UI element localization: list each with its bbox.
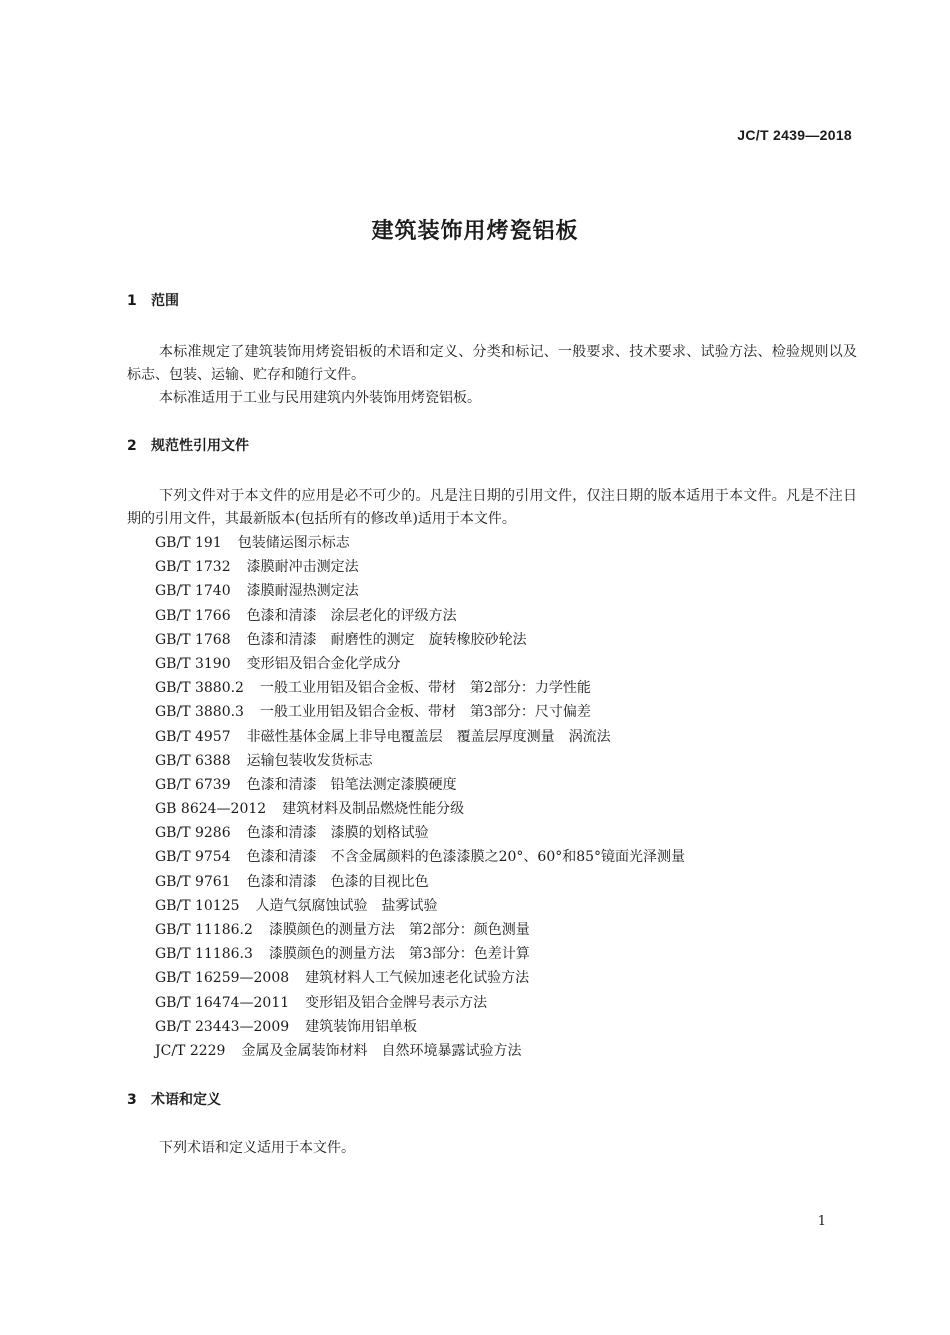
reference-item — [155, 942, 685, 966]
reference-code: GB/T 9761 — [155, 873, 231, 890]
reference-title: 包装储运图示标志 — [237, 535, 350, 551]
reference-item — [155, 991, 685, 1015]
section-title: 范围 — [151, 293, 179, 309]
reference-item — [155, 773, 685, 797]
reference-code: GB/T 1768 — [155, 631, 231, 648]
reference-title: 变形铝及铝合金化学成分 — [246, 655, 401, 672]
reference-title: 漆膜颜色的测量方法 第2部分：颜色测量 — [268, 922, 530, 938]
reference-code: GB/T 4957 — [155, 728, 231, 745]
section-3-paragraph-1: 下列术语和定义适用于本文件。 — [159, 1140, 355, 1156]
reference-item — [155, 821, 685, 845]
section-1-paragraph-2: 本标准适用于工业与民用建筑内外装饰用烤瓷铝板。 — [159, 390, 481, 406]
page-number: 1 — [817, 1214, 826, 1229]
reference-title: 色漆和清漆 漆膜的划格试验 — [246, 825, 429, 842]
reference-title: 一般工业用铝及铝合金板、带材 第2部分：力学性能 — [259, 680, 591, 697]
reference-title: 一般工业用铝及铝合金板、带材 第3部分：尺寸偏差 — [259, 704, 591, 721]
reference-item — [155, 966, 685, 990]
section-number: 1 — [127, 293, 137, 309]
reference-title: 建筑材料人工气候加速老化试验方法 — [305, 970, 530, 987]
reference-code: GB/T 6388 — [155, 752, 231, 769]
reference-item — [155, 918, 685, 942]
reference-code: GB/T 16474—2011 — [155, 994, 290, 1011]
reference-item — [155, 894, 685, 918]
reference-code: GB/T 6739 — [155, 776, 231, 793]
reference-code: GB/T 1732 — [155, 559, 231, 576]
reference-code: GB/T 10125 — [155, 897, 240, 914]
reference-item — [155, 579, 685, 603]
reference-code: GB/T 3880.2 — [155, 680, 244, 697]
reference-item — [155, 797, 685, 821]
reference-code: GB/T 3190 — [155, 655, 231, 672]
reference-title: 色漆和清漆 耐磨性的测定 旋转橡胶砂轮法 — [246, 631, 527, 648]
reference-title: 色漆和清漆 色漆的目视比色 — [246, 873, 429, 890]
reference-code: GB/T 9754 — [155, 849, 231, 866]
section-number: 2 — [127, 438, 137, 454]
reference-item — [155, 652, 685, 676]
reference-code: GB/T 9286 — [155, 825, 231, 842]
section-1-paragraph-1: 本标准规定了建筑装饰用烤瓷铝板的术语和定义、分类和标记、一般要求、技术要求、试验方法、检验规则以及标志、包装、运输、贮存和随行文件。 — [127, 344, 857, 383]
reference-item — [155, 725, 685, 749]
reference-title: 金属及金属装饰材料 自然环境暴露试验方法 — [241, 1042, 522, 1059]
reference-item — [155, 1039, 685, 1063]
reference-item — [155, 700, 685, 724]
reference-code: GB/T 23443—2009 — [155, 1018, 290, 1035]
reference-title: 色漆和清漆 不含金属颜料的色漆漆膜之20°、60°和85°镜面光泽测量 — [246, 849, 686, 866]
reference-title: 漆膜耐冲击测定法 — [246, 559, 359, 576]
reference-title: 漆膜颜色的测量方法 第3部分：色差计算 — [268, 946, 530, 963]
reference-title: 人造气氛腐蚀试验 盐雾试验 — [255, 897, 438, 914]
reference-title: 建筑装饰用铝单板 — [305, 1018, 418, 1035]
reference-item — [155, 870, 685, 894]
reference-code: GB/T 11186.2 — [155, 922, 253, 938]
section-title: 术语和定义 — [151, 1092, 221, 1108]
reference-item — [155, 604, 685, 628]
reference-code: JC/T 2229 — [155, 1042, 226, 1059]
reference-item — [155, 628, 685, 652]
section-2-heading — [127, 435, 249, 455]
reference-item — [155, 676, 685, 700]
section-3-heading — [127, 1089, 221, 1109]
section-1-heading — [127, 290, 179, 310]
reference-item — [155, 749, 685, 773]
reference-title: 运输包装收发货标志 — [246, 752, 373, 769]
reference-title: 非磁性基体金属上非导电覆盖层 覆盖层厚度测量 涡流法 — [246, 728, 611, 745]
reference-item — [155, 845, 685, 869]
reference-code: GB/T 3880.3 — [155, 704, 244, 721]
reference-code: GB 8624—2012 — [155, 801, 267, 818]
section-number: 3 — [127, 1092, 137, 1108]
section-title: 规范性引用文件 — [151, 438, 249, 454]
reference-code: GB/T 191 — [155, 535, 222, 551]
reference-title: 建筑材料及制品燃烧性能分级 — [282, 801, 465, 818]
reference-item — [155, 1015, 685, 1039]
normative-reference-list — [155, 531, 685, 1063]
reference-item — [155, 531, 685, 555]
reference-code: GB/T 1766 — [155, 607, 231, 624]
standard-code: JC/T 2439—2018 — [737, 127, 852, 143]
reference-code: GB/T 11186.3 — [155, 946, 253, 963]
reference-title: 漆膜耐湿热测定法 — [246, 583, 359, 600]
reference-code: GB/T 1740 — [155, 583, 231, 600]
reference-title: 色漆和清漆 涂层老化的评级方法 — [246, 607, 457, 624]
section-2-paragraph-1: 下列文件对于本文件的应用是必不可少的。凡是注日期的引用文件，仅注日期的版本适用于本文件。凡是不注日期的引用文件，其最新版本(包括所有的修改单)适用于本文件。 — [127, 488, 857, 527]
reference-title: 色漆和清漆 铅笔法测定漆膜硬度 — [246, 776, 457, 793]
reference-code: GB/T 16259—2008 — [155, 970, 290, 987]
document-title: 建筑装饰用烤瓷铝板 — [371, 219, 579, 244]
reference-title: 变形铝及铝合金牌号表示方法 — [305, 994, 488, 1011]
reference-item — [155, 555, 685, 579]
